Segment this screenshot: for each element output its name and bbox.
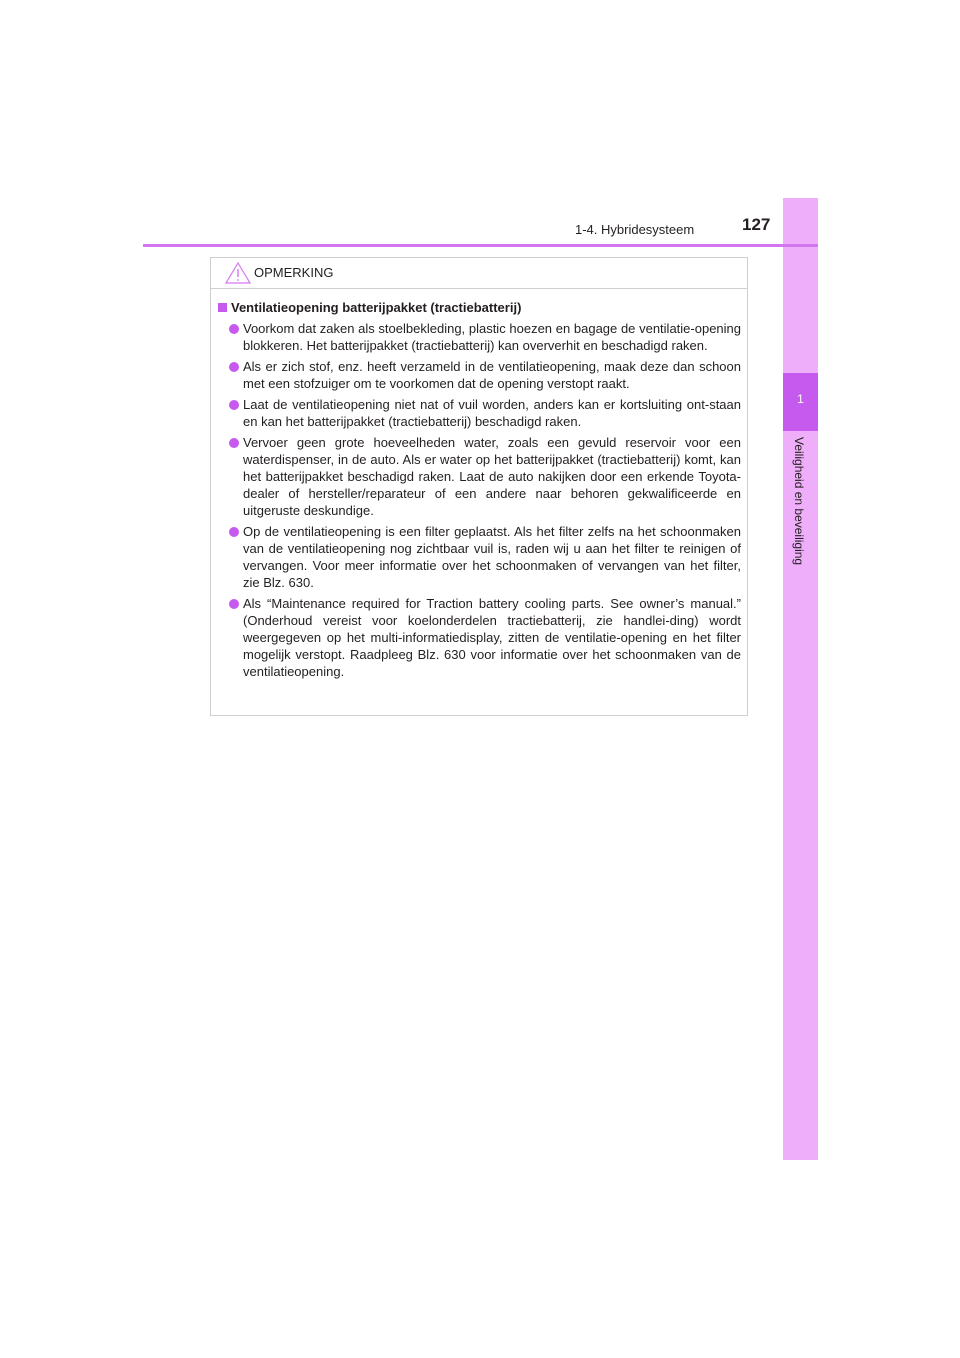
warning-triangle-icon — [225, 262, 251, 284]
list-item — [217, 396, 741, 430]
list-item-text: Op de ventilatieopening is een filter geplaatst. Als het filter zelfs na het schoonmaken van de ventilatieopening nog zichtbaar vuil is, raden wij u aan het filter te reinigen of vervangen. Voor meer informatie over het schoonmaken of vervangen van het filter, zie Blz. 630. — [243, 524, 741, 590]
dot-bullet-icon — [229, 599, 239, 609]
dot-bullet-icon — [229, 400, 239, 410]
dot-bullet-icon — [229, 362, 239, 372]
dot-bullet-icon — [229, 527, 239, 537]
list-item-text: Als “Maintenance required for Traction battery cooling parts. See owner’s manual.” (Onderhoud vereist voor koelonderdelen tractiebatterij, zie handlei-ding) wordt weergegeven op het multi-informatiedisplay, zitten de ventilatie-opening en het filter mogelijk verstopt. Raadpleeg Blz. 630 voor informatie over het schoonmaken van de ventilatieopening. — [243, 596, 741, 679]
list-item — [217, 358, 741, 392]
section-title: 1-4. Hybridesysteem — [575, 222, 695, 237]
square-bullet-icon — [218, 303, 227, 312]
notice-header — [211, 258, 747, 289]
header-divider — [143, 244, 818, 247]
chapter-label: Veiligheid en beveiliging — [792, 437, 806, 566]
notice-body — [211, 289, 747, 680]
section-heading — [217, 299, 741, 316]
page-number: 127 — [742, 215, 771, 234]
list-item — [217, 434, 741, 519]
list-item-text: Als er zich stof, enz. heeft verzameld in de ventilatieopening, maak deze dan schoon met een stofzuiger om te voorkomen dat de opening verstopt raakt. — [243, 359, 741, 391]
list-item — [217, 595, 741, 680]
list-item — [217, 523, 741, 591]
chapter-side-tab — [783, 198, 818, 1160]
list-item-text: Vervoer geen grote hoeveelheden water, zoals een gevuld reservoir voor een waterdispenser, in de auto. Als er water op het batterijpakket (tractiebatterij) komt, kan het batterijpakket beschadigd raken. Laat de auto nakijken door een erkende Toyota-dealer of hersteller/reparateur of een andere naar behoren gekwalificeerde en uitgeruste deskundige. — [243, 435, 741, 518]
notice-box — [210, 257, 748, 716]
list-item-text: Laat de ventilatieopening niet nat of vuil worden, anders kan er kortsluiting ont-staan en kan het batterijpakket (tractiebatterij) beschadigd raken. — [243, 397, 741, 429]
dot-bullet-icon — [229, 324, 239, 334]
list-item-text: Voorkom dat zaken als stoelbekleding, plastic hoezen en bagage de ventilatie-opening blokkeren. Het batterijpakket (tractiebatterij) kan oververhit en beschadigd raken. — [243, 321, 741, 353]
dot-bullet-icon — [229, 438, 239, 448]
notice-item-list — [217, 320, 741, 680]
section-heading-text: Ventilatieopening batterijpakket (tractiebatterij) — [231, 300, 522, 315]
notice-title: OPMERKING — [254, 265, 334, 280]
chapter-number: 1 — [797, 392, 804, 406]
list-item — [217, 320, 741, 354]
